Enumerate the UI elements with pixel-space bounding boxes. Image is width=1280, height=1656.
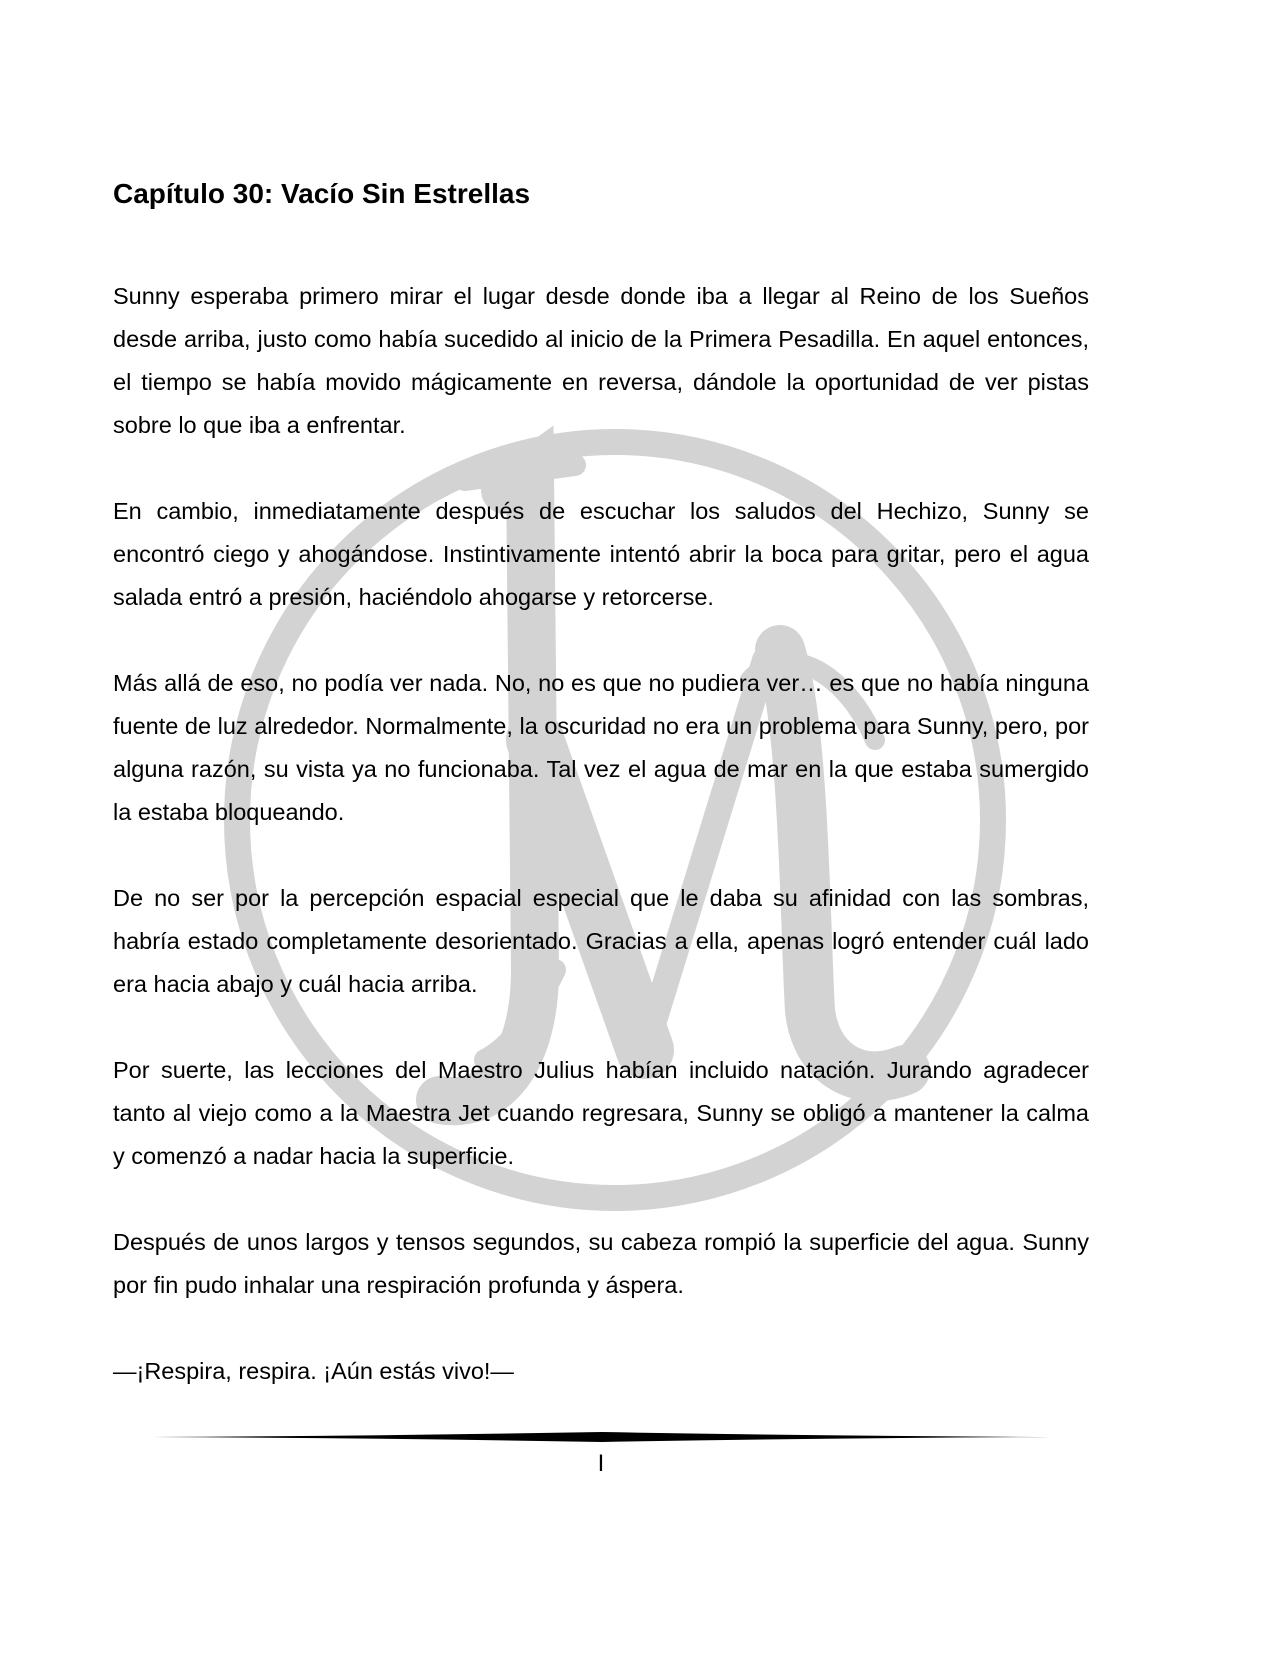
chapter-title: Capítulo 30: Vacío Sin Estrellas [113, 178, 531, 209]
page-number: I [597, 1450, 605, 1477]
paragraph-5: Por suerte, las lecciones del Maestro Julius habían incluido natación. Jurando agradecer tanto al viejo como a la Maestra Jet cuando regresara, Sunny se obligó a mantener la calma y comenzó a nadar hacia la superficie. [113, 1057, 1089, 1169]
paragraph-1: Sunny esperaba primero mirar el lugar desde donde iba a llegar al Reino de los Sueños desde arriba, justo como había sucedido al inicio de la Primera Pesadilla. En aquel entonces, el tiempo se había movido mágicamente en reversa, dándole la oportunidad de ver pistas sobre lo que iba a enfrentar. [113, 283, 1089, 438]
paragraph-4: De no ser por la percepción espacial especial que le daba su afinidad con las sombras, habría estado completamente desorientado. Gracias a ella, apenas logró entender cuál lado era hacia abajo y cuál hacia arriba. [113, 885, 1089, 997]
paragraph-6: Después de unos largos y tensos segundos, su cabeza rompió la superficie del agua. Sunny por fin pudo inhalar una respiración profunda y áspera. [113, 1229, 1089, 1298]
paragraph-3: Más allá de eso, no podía ver nada. No, no es que no pudiera ver… es que no había ninguna fuente de luz alrededor. Normalmente, la oscuridad no era un problema para Sunny, pero, por alguna razón, su vista ya no funcionaba. Tal vez el agua de mar en la que estaba sumergido la estaba bloqueando. [113, 670, 1089, 825]
paragraph-7: —¡Respira, respira. ¡Aún estás vivo!— [113, 1358, 514, 1384]
paragraph-2: En cambio, inmediatamente después de escuchar los saludos del Hechizo, Sunny se encontró ciego y ahogándose. Instintivamente intentó abrir la boca para gritar, pero el agua salada entró a presión, haciéndolo ahogarse y retorcerse. [113, 498, 1089, 610]
page-divider [152, 1431, 1052, 1443]
